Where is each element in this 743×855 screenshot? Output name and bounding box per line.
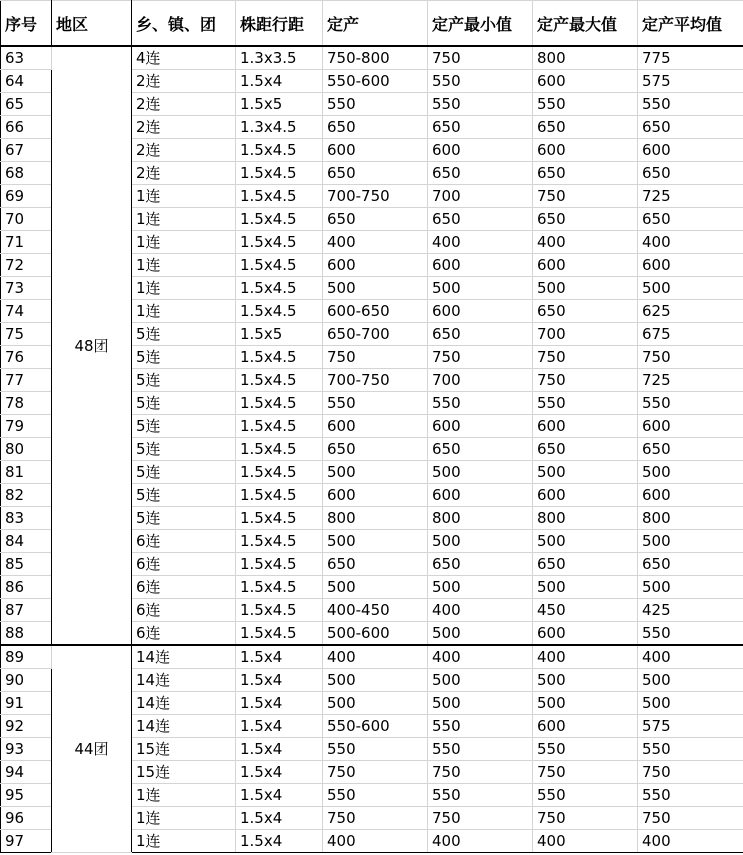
cell-yield-max[interactable]: 550	[533, 93, 638, 116]
cell-yield[interactable]: 500	[323, 669, 428, 692]
cell-index[interactable]: 96	[1, 807, 52, 830]
cell-unit[interactable]: 2连	[132, 139, 236, 162]
cell-yield-avg[interactable]: 400	[638, 645, 743, 669]
cell-index[interactable]: 69	[1, 185, 52, 208]
cell-index[interactable]: 63	[1, 46, 52, 70]
cell-yield-min[interactable]: 500	[428, 461, 533, 484]
cell-unit[interactable]: 5连	[132, 461, 236, 484]
cell-index[interactable]: 74	[1, 300, 52, 323]
cell-spacing[interactable]: 1.5x4.5	[236, 369, 323, 392]
cell-yield-min[interactable]: 750	[428, 761, 533, 784]
cell-yield-min[interactable]: 500	[428, 576, 533, 599]
cell-yield[interactable]: 800	[323, 507, 428, 530]
cell-yield-avg[interactable]: 650	[638, 162, 743, 185]
cell-unit[interactable]: 5连	[132, 346, 236, 369]
cell-yield-min[interactable]: 650	[428, 438, 533, 461]
cell-unit[interactable]: 5连	[132, 392, 236, 415]
cell-yield-max[interactable]: 650	[533, 116, 638, 139]
cell-spacing[interactable]: 1.5x4.5	[236, 185, 323, 208]
header-cell-yield-max[interactable]: 定产最大值	[533, 1, 638, 47]
cell-yield[interactable]: 650	[323, 553, 428, 576]
cell-yield-min[interactable]: 800	[428, 507, 533, 530]
cell-unit[interactable]: 1连	[132, 807, 236, 830]
cell-spacing[interactable]: 1.5x4	[236, 669, 323, 692]
cell-unit[interactable]: 6连	[132, 576, 236, 599]
cell-index[interactable]: 68	[1, 162, 52, 185]
cell-yield-avg[interactable]: 725	[638, 185, 743, 208]
table-row	[1, 46, 743, 70]
cell-unit[interactable]: 15连	[132, 738, 236, 761]
cell-region[interactable]: 44团	[52, 645, 132, 853]
cell-yield-max[interactable]: 500	[533, 277, 638, 300]
cell-spacing[interactable]: 1.5x4.5	[236, 576, 323, 599]
cell-spacing[interactable]: 1.5x4.5	[236, 530, 323, 553]
cell-yield-avg[interactable]: 550	[638, 392, 743, 415]
cell-yield[interactable]: 650-700	[323, 323, 428, 346]
cell-unit[interactable]: 6连	[132, 622, 236, 646]
cell-unit[interactable]: 15连	[132, 761, 236, 784]
cell-spacing[interactable]: 1.5x4.5	[236, 139, 323, 162]
cell-yield[interactable]: 400	[323, 645, 428, 669]
cell-spacing[interactable]: 1.5x4.5	[236, 599, 323, 622]
header-row	[1, 1, 743, 47]
cell-unit[interactable]: 5连	[132, 484, 236, 507]
cell-yield[interactable]: 650	[323, 116, 428, 139]
cell-yield-min[interactable]: 400	[428, 231, 533, 254]
cell-yield-avg[interactable]: 425	[638, 599, 743, 622]
cell-yield-avg[interactable]: 550	[638, 784, 743, 807]
cell-yield[interactable]: 700-750	[323, 369, 428, 392]
cell-yield-max[interactable]: 600	[533, 715, 638, 738]
cell-region[interactable]: 48团	[52, 46, 132, 645]
cell-index[interactable]: 91	[1, 692, 52, 715]
cell-yield-avg[interactable]: 775	[638, 46, 743, 70]
cell-yield-max[interactable]: 600	[533, 139, 638, 162]
cell-yield[interactable]: 400-450	[323, 599, 428, 622]
cell-spacing[interactable]: 1.5x4	[236, 761, 323, 784]
cell-unit[interactable]: 5连	[132, 323, 236, 346]
cell-index[interactable]: 78	[1, 392, 52, 415]
cell-yield-avg[interactable]: 500	[638, 277, 743, 300]
cell-unit[interactable]: 1连	[132, 231, 236, 254]
cell-yield[interactable]: 500-600	[323, 622, 428, 646]
cell-yield-min[interactable]: 750	[428, 46, 533, 70]
cell-spacing[interactable]: 1.5x4	[236, 738, 323, 761]
cell-yield-max[interactable]: 650	[533, 208, 638, 231]
cell-spacing[interactable]: 1.5x4.5	[236, 300, 323, 323]
cell-spacing[interactable]: 1.5x4.5	[236, 484, 323, 507]
cell-yield-max[interactable]: 650	[533, 300, 638, 323]
cell-yield-min[interactable]: 650	[428, 323, 533, 346]
cell-unit[interactable]: 2连	[132, 93, 236, 116]
cell-spacing[interactable]: 1.5x4	[236, 70, 323, 93]
cell-spacing[interactable]: 1.5x4.5	[236, 231, 323, 254]
cell-yield-avg[interactable]: 725	[638, 369, 743, 392]
cell-yield-avg[interactable]: 400	[638, 231, 743, 254]
cell-index[interactable]: 93	[1, 738, 52, 761]
cell-yield-min[interactable]: 400	[428, 830, 533, 853]
cell-yield-min[interactable]: 500	[428, 692, 533, 715]
cell-yield[interactable]: 600	[323, 139, 428, 162]
cell-yield-max[interactable]: 450	[533, 599, 638, 622]
cell-index[interactable]: 82	[1, 484, 52, 507]
cell-yield[interactable]: 600	[323, 254, 428, 277]
cell-yield-avg[interactable]: 500	[638, 576, 743, 599]
cell-yield-max[interactable]: 400	[533, 830, 638, 853]
cell-yield[interactable]: 550	[323, 93, 428, 116]
cell-unit[interactable]: 1连	[132, 185, 236, 208]
cell-yield-max[interactable]: 800	[533, 507, 638, 530]
header-cell-yield-min[interactable]: 定产最小值	[428, 1, 533, 47]
cell-unit[interactable]: 14连	[132, 715, 236, 738]
cell-yield-max[interactable]: 650	[533, 438, 638, 461]
cell-yield-min[interactable]: 550	[428, 738, 533, 761]
cell-index[interactable]: 87	[1, 599, 52, 622]
cell-index[interactable]: 90	[1, 669, 52, 692]
cell-yield-avg[interactable]: 575	[638, 715, 743, 738]
cell-index[interactable]: 88	[1, 622, 52, 646]
cell-spacing[interactable]: 1.5x4.5	[236, 346, 323, 369]
cell-yield-min[interactable]: 500	[428, 669, 533, 692]
cell-yield[interactable]: 550-600	[323, 70, 428, 93]
cell-yield-avg[interactable]: 500	[638, 461, 743, 484]
cell-yield[interactable]: 500	[323, 461, 428, 484]
cell-index[interactable]: 67	[1, 139, 52, 162]
cell-yield-avg[interactable]: 625	[638, 300, 743, 323]
cell-yield-avg[interactable]: 750	[638, 807, 743, 830]
cell-yield-max[interactable]: 600	[533, 70, 638, 93]
cell-yield-max[interactable]: 550	[533, 784, 638, 807]
cell-yield[interactable]: 700-750	[323, 185, 428, 208]
header-cell-yield[interactable]: 定产	[323, 1, 428, 47]
cell-index[interactable]: 64	[1, 70, 52, 93]
cell-yield-max[interactable]: 750	[533, 807, 638, 830]
header-cell-index[interactable]: 序号	[1, 1, 52, 47]
cell-spacing[interactable]: 1.5x4.5	[236, 507, 323, 530]
cell-index[interactable]: 79	[1, 415, 52, 438]
cell-yield-min[interactable]: 400	[428, 645, 533, 669]
cell-yield-min[interactable]: 650	[428, 162, 533, 185]
cell-yield[interactable]: 750-800	[323, 46, 428, 70]
cell-index[interactable]: 71	[1, 231, 52, 254]
cell-unit[interactable]: 5连	[132, 507, 236, 530]
table-body	[1, 46, 743, 853]
cell-yield-max[interactable]: 700	[533, 323, 638, 346]
cell-yield-min[interactable]: 500	[428, 622, 533, 646]
cell-yield-max[interactable]: 550	[533, 738, 638, 761]
cell-spacing[interactable]: 1.5x4	[236, 645, 323, 669]
table-row	[1, 645, 743, 669]
cell-spacing[interactable]: 1.5x4.5	[236, 208, 323, 231]
cell-yield-avg[interactable]: 500	[638, 669, 743, 692]
cell-unit[interactable]: 1连	[132, 830, 236, 853]
cell-yield-max[interactable]: 650	[533, 162, 638, 185]
cell-index[interactable]: 70	[1, 208, 52, 231]
cell-unit[interactable]: 14连	[132, 645, 236, 669]
cell-yield[interactable]: 650	[323, 208, 428, 231]
cell-yield-min[interactable]: 400	[428, 599, 533, 622]
cell-yield[interactable]: 550-600	[323, 715, 428, 738]
cell-yield-max[interactable]: 600	[533, 415, 638, 438]
cell-yield-avg[interactable]: 600	[638, 254, 743, 277]
cell-index[interactable]: 86	[1, 576, 52, 599]
cell-yield[interactable]: 550	[323, 784, 428, 807]
cell-yield[interactable]: 600	[323, 484, 428, 507]
cell-yield-min[interactable]: 500	[428, 277, 533, 300]
cell-yield-avg[interactable]: 600	[638, 139, 743, 162]
cell-yield[interactable]: 650	[323, 438, 428, 461]
cell-yield-max[interactable]: 750	[533, 369, 638, 392]
header-cell-region[interactable]: 地区	[52, 1, 132, 47]
cell-unit[interactable]: 2连	[132, 116, 236, 139]
cell-unit[interactable]: 5连	[132, 369, 236, 392]
cell-yield[interactable]: 500	[323, 530, 428, 553]
cell-yield-avg[interactable]: 600	[638, 484, 743, 507]
cell-spacing[interactable]: 1.3x3.5	[236, 46, 323, 70]
cell-index[interactable]: 97	[1, 830, 52, 853]
cell-index[interactable]: 92	[1, 715, 52, 738]
header-cell-spacing[interactable]: 株距行距	[236, 1, 323, 47]
cell-yield-max[interactable]: 750	[533, 761, 638, 784]
cell-yield-min[interactable]: 750	[428, 807, 533, 830]
cell-yield-min[interactable]: 600	[428, 139, 533, 162]
cell-yield-avg[interactable]: 400	[638, 830, 743, 853]
cell-index[interactable]: 77	[1, 369, 52, 392]
cell-yield-min[interactable]: 550	[428, 392, 533, 415]
cell-spacing[interactable]: 1.3x4.5	[236, 116, 323, 139]
cell-unit[interactable]: 1连	[132, 208, 236, 231]
cell-index[interactable]: 76	[1, 346, 52, 369]
cell-yield-avg[interactable]: 550	[638, 738, 743, 761]
cell-yield-avg[interactable]: 550	[638, 622, 743, 646]
cell-yield-avg[interactable]: 750	[638, 761, 743, 784]
cell-yield-avg[interactable]: 575	[638, 70, 743, 93]
cell-spacing[interactable]: 1.5x4	[236, 830, 323, 853]
cell-unit[interactable]: 1连	[132, 277, 236, 300]
cell-yield-max[interactable]: 600	[533, 622, 638, 646]
cell-yield-max[interactable]: 500	[533, 669, 638, 692]
cell-spacing[interactable]: 1.5x4.5	[236, 461, 323, 484]
cell-yield-max[interactable]: 500	[533, 461, 638, 484]
cell-unit[interactable]: 5连	[132, 415, 236, 438]
cell-yield-avg[interactable]: 650	[638, 116, 743, 139]
cell-index[interactable]: 80	[1, 438, 52, 461]
cell-spacing[interactable]: 1.5x4.5	[236, 392, 323, 415]
cell-index[interactable]: 83	[1, 507, 52, 530]
cell-yield-max[interactable]: 500	[533, 692, 638, 715]
cell-index[interactable]: 89	[1, 645, 52, 669]
cell-yield-avg[interactable]: 650	[638, 208, 743, 231]
cell-yield-avg[interactable]: 500	[638, 530, 743, 553]
cell-yield-max[interactable]: 500	[533, 530, 638, 553]
cell-yield-avg[interactable]: 600	[638, 415, 743, 438]
cell-yield-avg[interactable]: 650	[638, 553, 743, 576]
cell-yield[interactable]: 550	[323, 738, 428, 761]
cell-yield[interactable]: 500	[323, 692, 428, 715]
cell-yield[interactable]: 600	[323, 415, 428, 438]
cell-yield[interactable]: 400	[323, 231, 428, 254]
header-cell-unit[interactable]: 乡、镇、团	[132, 1, 236, 47]
cell-index[interactable]: 75	[1, 323, 52, 346]
cell-yield-min[interactable]: 550	[428, 784, 533, 807]
cell-spacing[interactable]: 1.5x4	[236, 715, 323, 738]
cell-yield[interactable]: 400	[323, 830, 428, 853]
cell-yield-min[interactable]: 700	[428, 185, 533, 208]
cell-unit[interactable]: 1连	[132, 784, 236, 807]
cell-unit[interactable]: 1连	[132, 254, 236, 277]
cell-spacing[interactable]: 1.5x4	[236, 807, 323, 830]
cell-yield-avg[interactable]: 650	[638, 438, 743, 461]
cell-yield[interactable]: 650	[323, 162, 428, 185]
cell-yield-min[interactable]: 550	[428, 715, 533, 738]
cell-index[interactable]: 84	[1, 530, 52, 553]
cell-yield-min[interactable]: 650	[428, 208, 533, 231]
cell-yield[interactable]: 550	[323, 392, 428, 415]
cell-yield-max[interactable]: 400	[533, 645, 638, 669]
cell-spacing[interactable]: 1.5x4	[236, 784, 323, 807]
cell-yield-max[interactable]: 750	[533, 185, 638, 208]
cell-yield-avg[interactable]: 800	[638, 507, 743, 530]
cell-spacing[interactable]: 1.5x5	[236, 323, 323, 346]
cell-index[interactable]: 95	[1, 784, 52, 807]
cell-yield-max[interactable]: 600	[533, 484, 638, 507]
cell-yield[interactable]: 750	[323, 761, 428, 784]
cell-index[interactable]: 73	[1, 277, 52, 300]
cell-yield[interactable]: 500	[323, 277, 428, 300]
cell-yield-avg[interactable]: 675	[638, 323, 743, 346]
cell-unit[interactable]: 6连	[132, 530, 236, 553]
cell-spacing[interactable]: 1.5x4.5	[236, 622, 323, 646]
cell-yield-min[interactable]: 550	[428, 70, 533, 93]
cell-spacing[interactable]: 1.5x4.5	[236, 254, 323, 277]
cell-unit[interactable]: 14连	[132, 692, 236, 715]
cell-spacing[interactable]: 1.5x4.5	[236, 162, 323, 185]
cell-spacing[interactable]: 1.5x4.5	[236, 553, 323, 576]
cell-yield-avg[interactable]: 750	[638, 346, 743, 369]
cell-unit[interactable]: 2连	[132, 70, 236, 93]
cell-yield-min[interactable]: 550	[428, 93, 533, 116]
cell-spacing[interactable]: 1.5x4.5	[236, 438, 323, 461]
cell-spacing[interactable]: 1.5x4.5	[236, 277, 323, 300]
cell-unit[interactable]: 5连	[132, 438, 236, 461]
cell-unit[interactable]: 14连	[132, 669, 236, 692]
cell-yield-min[interactable]: 500	[428, 530, 533, 553]
cell-yield-min[interactable]: 600	[428, 484, 533, 507]
cell-yield-max[interactable]: 550	[533, 392, 638, 415]
cell-index[interactable]: 72	[1, 254, 52, 277]
cell-spacing[interactable]: 1.5x4.5	[236, 415, 323, 438]
cell-yield-max[interactable]: 600	[533, 254, 638, 277]
cell-index[interactable]: 94	[1, 761, 52, 784]
cell-yield-max[interactable]: 650	[533, 553, 638, 576]
header-cell-yield-avg[interactable]: 定产平均值	[638, 1, 743, 47]
cell-unit[interactable]: 4连	[132, 46, 236, 70]
cell-unit[interactable]: 6连	[132, 553, 236, 576]
cell-yield-min[interactable]: 650	[428, 116, 533, 139]
cell-index[interactable]: 65	[1, 93, 52, 116]
cell-yield-min[interactable]: 600	[428, 254, 533, 277]
cell-yield-min[interactable]: 650	[428, 553, 533, 576]
cell-spacing[interactable]: 1.5x5	[236, 93, 323, 116]
cell-unit[interactable]: 1连	[132, 300, 236, 323]
cell-yield[interactable]: 600-650	[323, 300, 428, 323]
cell-yield-max[interactable]: 800	[533, 46, 638, 70]
cell-yield-max[interactable]: 400	[533, 231, 638, 254]
cell-yield-min[interactable]: 600	[428, 300, 533, 323]
cell-yield-avg[interactable]: 500	[638, 692, 743, 715]
cell-yield-max[interactable]: 750	[533, 346, 638, 369]
cell-yield-min[interactable]: 750	[428, 346, 533, 369]
cell-unit[interactable]: 2连	[132, 162, 236, 185]
cell-yield[interactable]: 750	[323, 346, 428, 369]
cell-yield[interactable]: 500	[323, 576, 428, 599]
cell-index[interactable]: 66	[1, 116, 52, 139]
cell-yield[interactable]: 750	[323, 807, 428, 830]
cell-unit[interactable]: 6连	[132, 599, 236, 622]
cell-index[interactable]: 85	[1, 553, 52, 576]
cell-spacing[interactable]: 1.5x4	[236, 692, 323, 715]
cell-yield-min[interactable]: 700	[428, 369, 533, 392]
cell-yield-avg[interactable]: 550	[638, 93, 743, 116]
cell-yield-min[interactable]: 600	[428, 415, 533, 438]
cell-index[interactable]: 81	[1, 461, 52, 484]
cell-yield-max[interactable]: 500	[533, 576, 638, 599]
